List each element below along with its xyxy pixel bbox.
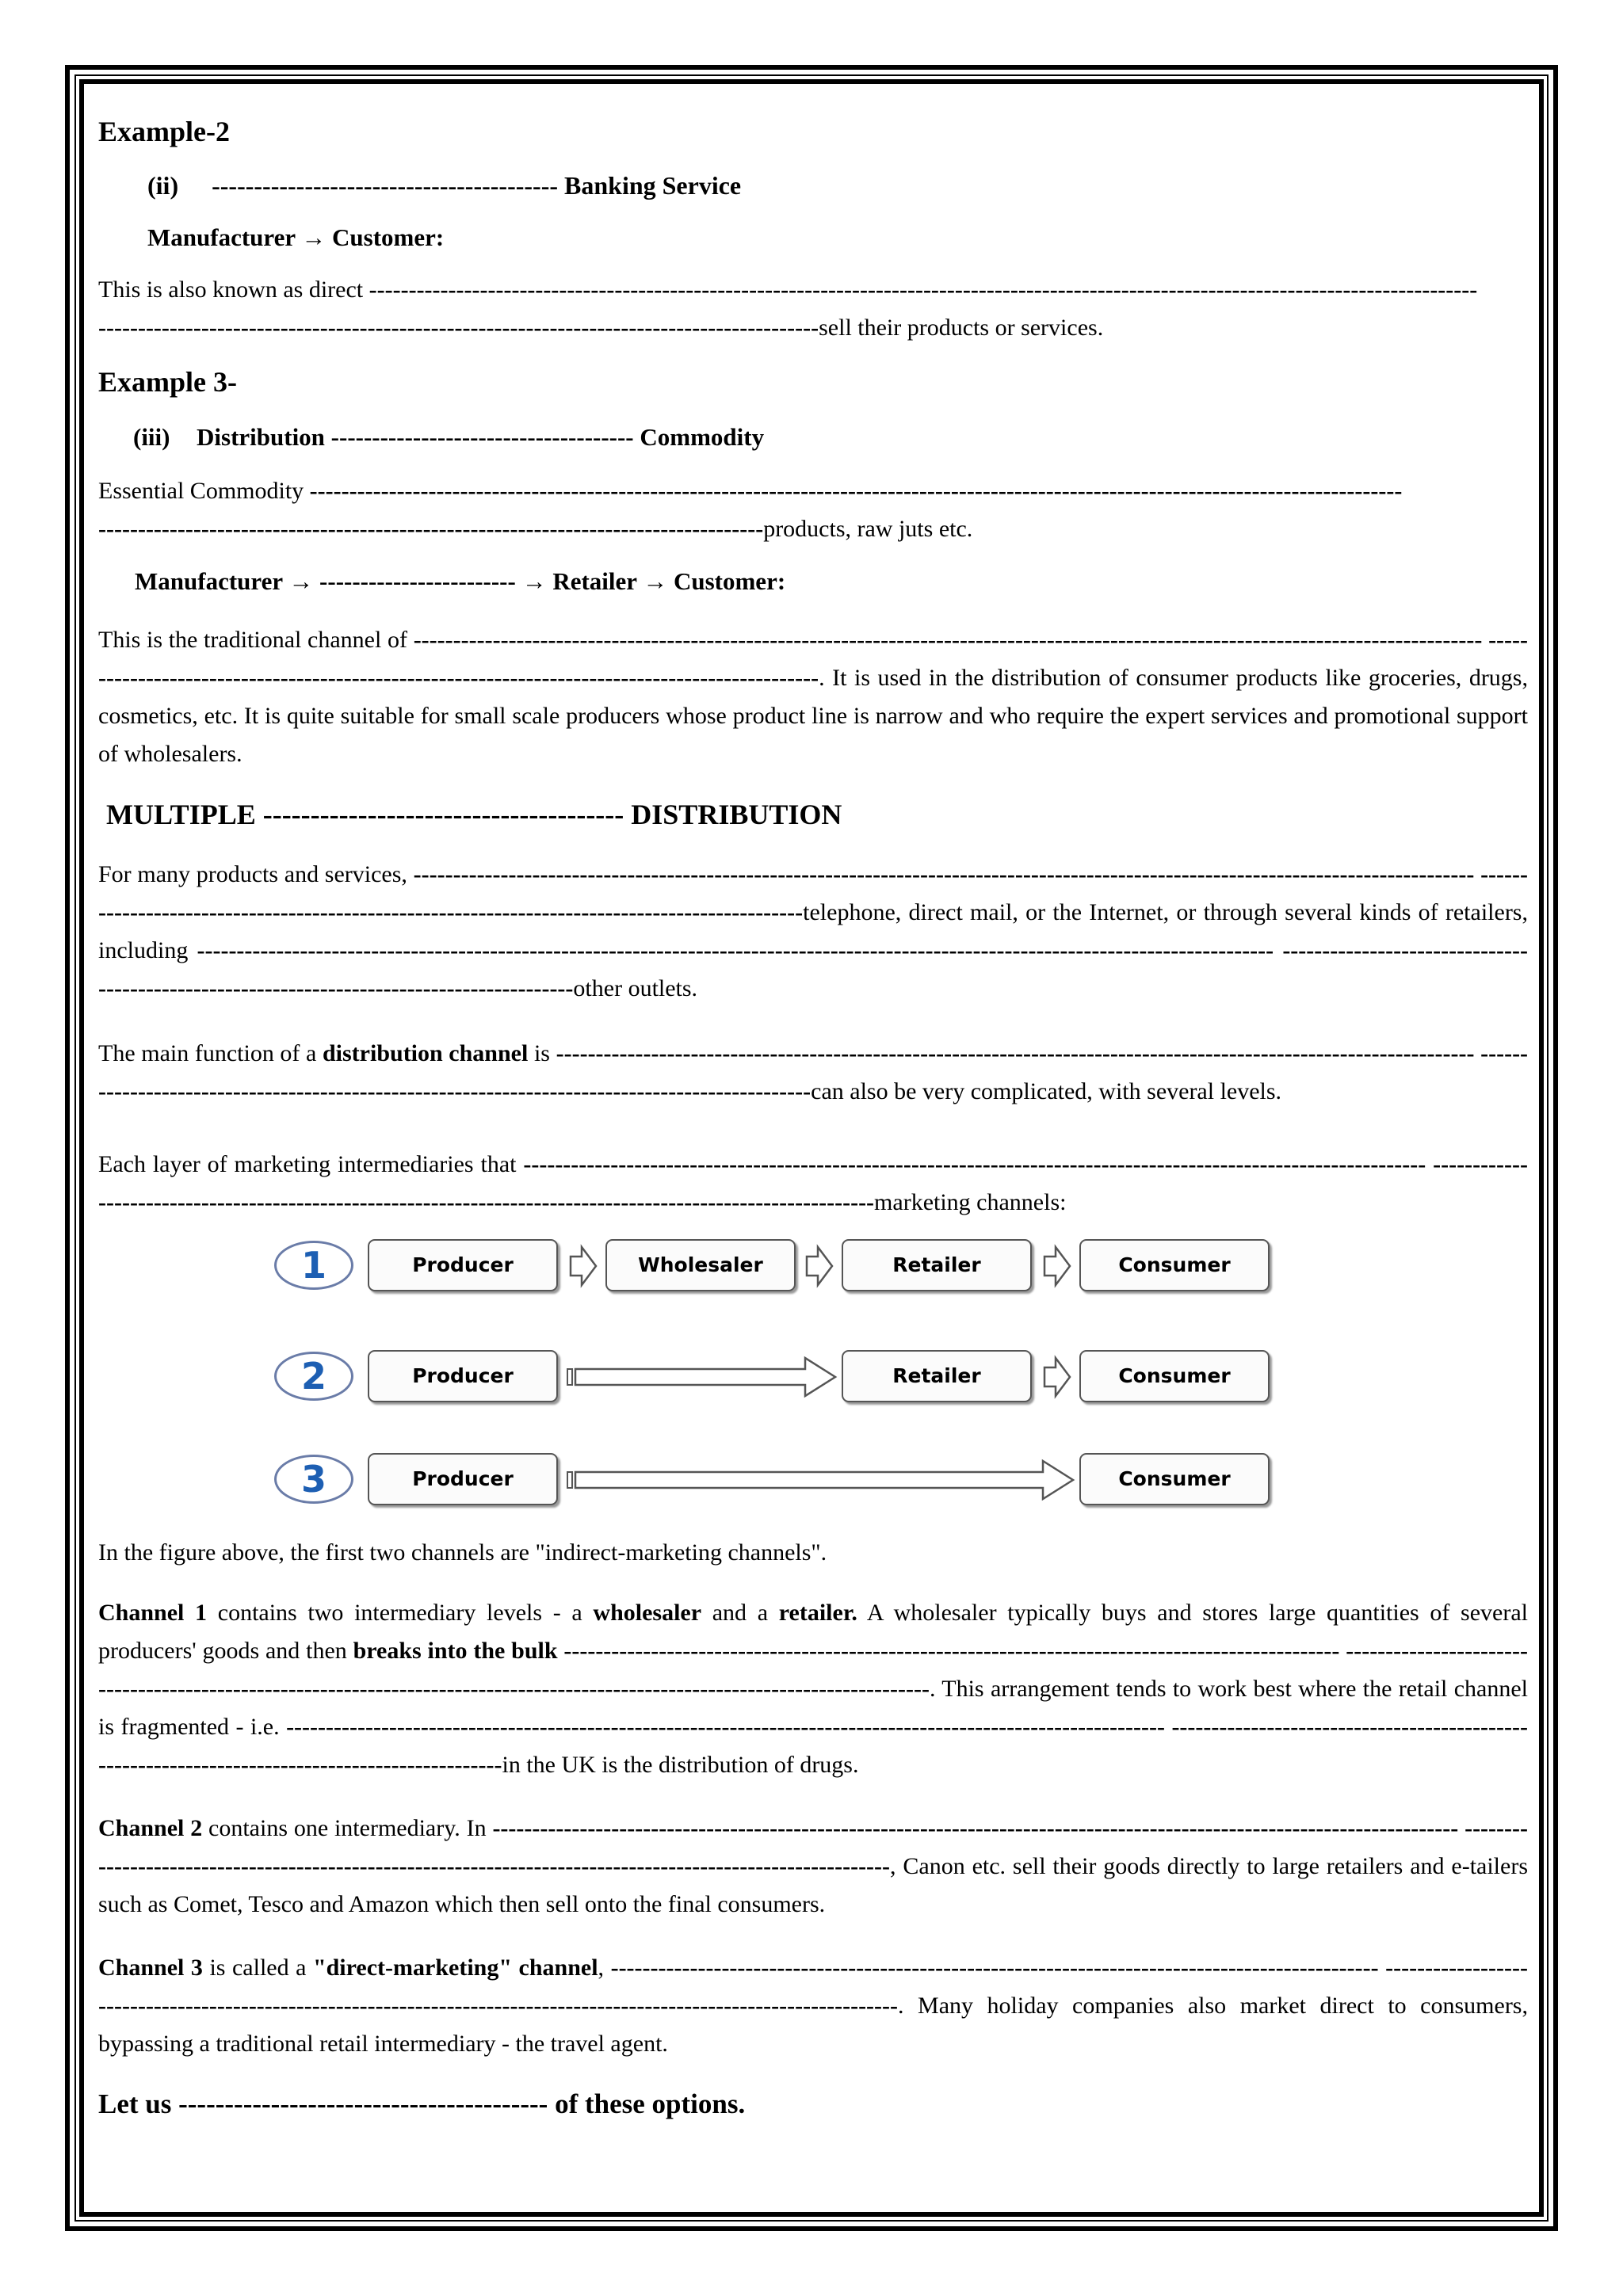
fill-blank: ---------------------------------------------------------------------------------------------------------------------------------------- xyxy=(197,937,1274,963)
heading-blank: -------------------------------------- xyxy=(262,799,624,830)
channel-1-arrow-3 xyxy=(1041,1242,1073,1290)
paragraph-text: The main function of a xyxy=(98,1040,317,1066)
channel-2-producer: Producer xyxy=(368,1350,558,1402)
fill-blank: -------------------------------------------------------------------------------------------------------------------------------- xyxy=(98,1638,1528,1702)
paragraph-text: telephone, direct mail, or the Internet, or through several kinds of retailers, including xyxy=(98,899,1528,963)
multiple-distribution-heading xyxy=(98,797,1528,832)
channels-intro: In the figure above, the first two channels are "indirect-marketing channels". xyxy=(98,1539,827,1566)
paragraph-bold: distribution channel xyxy=(322,1040,529,1066)
heading-text: MULTIPLE xyxy=(106,799,256,830)
fill-blank: -------------------------------------------------------------------------------------------------------------------------------------- xyxy=(413,861,1475,887)
channel-label: Channel 3 xyxy=(98,1955,203,1981)
fill-blank: ------------------------------------------------------------------------------------ xyxy=(98,516,764,542)
channel-text: → Retailer → Customer: xyxy=(521,567,786,595)
fill-blank: -------------------------------------------------------------------------------------------------------------- xyxy=(98,1151,1529,1215)
fill-blank: ----------------------------------------------------------------------------------------------- xyxy=(98,861,1529,925)
multiple-paragraph-1 xyxy=(98,856,1528,1008)
channel-2-number: 2 xyxy=(274,1352,353,1401)
paragraph-text: sell their products or services. xyxy=(819,315,1104,341)
subheading-number: (ii) xyxy=(147,171,179,200)
channel-1-arrow-1 xyxy=(567,1242,599,1290)
marketing-channels-diagram xyxy=(98,1228,1528,1529)
paragraph-text: . It is used in the distribution of consumer products like groceries, drugs, cosmetics, etc. It is quite suitable for small scale producers whose product line is narrow and who require the expert services and promotional support of wholesalers. xyxy=(98,665,1528,767)
paragraph-text: marketing channels: xyxy=(874,1189,1067,1215)
subheading-number: (iii) xyxy=(133,423,170,451)
closing-heading xyxy=(98,2087,1528,2122)
heading-blank: ---------------------------------------- xyxy=(178,2088,548,2119)
paragraph-text: . This arrangement tends to work best where the retail channel is fragmented - i.e. xyxy=(98,1676,1528,1740)
multiple-paragraph-3 xyxy=(98,1146,1528,1222)
page-content xyxy=(98,111,1528,2122)
subheading-blank: ----------------------------------------- xyxy=(212,171,558,200)
subheading-blank: ------------------------------------- xyxy=(330,423,634,451)
fill-blank: ------------------------------------------------------------------------------------------- xyxy=(98,315,819,341)
fill-blank: ------------------------------------------------------------------------------------------- xyxy=(98,937,1529,1001)
paragraph-text: in the UK is the distribution of drugs. xyxy=(502,1752,859,1778)
subheading-text: Distribution xyxy=(197,423,325,451)
heading-text: DISTRIBUTION xyxy=(631,799,842,830)
paragraph-text: can also be very complicated, with several levels. xyxy=(811,1078,1282,1104)
channel-1-producer: Producer xyxy=(368,1239,558,1291)
paragraph-text: This is the traditional channel of xyxy=(98,627,407,653)
channel-1-retailer: Retailer xyxy=(842,1239,1032,1291)
fill-blank: ----------------------------------------------------------------------------------------------------------------------- xyxy=(98,1955,1528,2019)
channel-1-arrow-2 xyxy=(804,1242,835,1290)
fill-blank: ------------------------------------------------------------------------------------------------- xyxy=(610,1955,1379,1981)
example-2-subheading xyxy=(98,170,1528,201)
channel-3-paragraph xyxy=(98,1949,1528,2063)
channel-3-producer: Producer xyxy=(368,1453,558,1505)
heading-text: of these options. xyxy=(555,2088,746,2119)
fill-blank: ------------------------------------------------------------------------------------------------------------------ xyxy=(523,1151,1426,1177)
example-2-channel: Manufacturer → Customer: xyxy=(147,223,445,251)
channel-text: Manufacturer → xyxy=(135,567,314,595)
example-3-channel xyxy=(98,566,1528,597)
channel-1-paragraph xyxy=(98,1594,1528,1784)
paragraph-text: Essential Commodity xyxy=(98,478,304,504)
paragraph-text: and a xyxy=(712,1600,769,1626)
paragraph-text: . Many holiday companies also market direct to consumers, bypassing a traditional retail intermediary - the travel agent. xyxy=(98,1993,1528,2057)
fill-blank: ------------------------------------------------------------------------------------------------ xyxy=(98,1040,1529,1104)
paragraph-text: For many products and services, xyxy=(98,861,407,887)
paragraph-bold: breaks into the bulk xyxy=(353,1638,558,1664)
example-3-subheading xyxy=(98,421,1528,453)
fill-blank: --------------------------------------------------------------------------------------------------------------- xyxy=(286,1714,1165,1740)
channel-2-long-arrow xyxy=(566,1353,840,1401)
paragraph-bold: "direct-marketing" channel xyxy=(312,1955,598,1981)
example-2-paragraph xyxy=(98,271,1528,347)
channel-3-consumer: Consumer xyxy=(1079,1453,1270,1505)
paragraph-text: is xyxy=(533,1040,550,1066)
paragraph-bold: wholesaler xyxy=(593,1600,702,1626)
channel-2-arrow xyxy=(1041,1353,1073,1401)
paragraph-text: contains two intermediary levels - a xyxy=(217,1600,582,1626)
paragraph-text: A wholesaler typically buys and stores large quantities of several producers' goods and then xyxy=(98,1600,1528,1664)
channel-2-consumer: Consumer xyxy=(1079,1350,1270,1402)
fill-blank: -------------------------------------------------------------------------------------------------------------------- xyxy=(556,1040,1475,1066)
paragraph-text: is called a xyxy=(209,1955,307,1981)
subheading-text: Banking Service xyxy=(564,171,742,200)
paragraph-bold: retailer. xyxy=(778,1600,857,1626)
channel-blank: ------------------------ xyxy=(319,567,516,595)
channel-1-consumer: Consumer xyxy=(1079,1239,1270,1291)
channel-label: Channel 1 xyxy=(98,1600,208,1626)
fill-blank: ------------------------------------------------------------------------------------------------ xyxy=(98,627,1529,691)
example-3-paragraph-1 xyxy=(98,472,1528,548)
example-3-heading: Example 3- xyxy=(98,366,237,398)
fill-blank: -------------------------------------------------------------------------------------------------------------------------- xyxy=(492,1815,1459,1841)
channel-1-number: 1 xyxy=(274,1241,353,1290)
paragraph-text: Each layer of marketing intermediaries that xyxy=(98,1151,517,1177)
channel-2-paragraph xyxy=(98,1810,1528,1924)
heading-text: Let us xyxy=(98,2088,172,2119)
paragraph-text: products, raw juts etc. xyxy=(763,516,973,542)
fill-blank: ------------------------------------------------------------------------------------------------ xyxy=(98,1714,1528,1778)
fill-blank: -------------------------------------------------------------------------------------------------------------------------------------------- xyxy=(369,277,1478,303)
subheading-text: Commodity xyxy=(640,423,765,451)
paragraph-text: contains one intermediary. In xyxy=(208,1815,487,1841)
channel-1-wholesaler: Wholesaler xyxy=(605,1239,796,1291)
example-2-heading: Example-2 xyxy=(98,116,230,147)
fill-blank: ------------------------------------------------------------------------------------------------------------------------------------------ xyxy=(309,478,1403,504)
channel-label: Channel 2 xyxy=(98,1815,203,1841)
example-3-paragraph-2 xyxy=(98,621,1528,773)
channel-3-number: 3 xyxy=(274,1455,353,1504)
paragraph-text: , Canon etc. sell their goods directly to large retailers and e-tailers such as Comet, Tesco and Amazon which then sell onto the final consumers. xyxy=(98,1853,1528,1917)
paragraph-text: , xyxy=(598,1955,605,1981)
fill-blank: -------------------------------------------------------------------------------------------------- xyxy=(563,1638,1340,1664)
fill-blank: ------------------------------------------------------------------------------------------------------------ xyxy=(98,1815,1528,1879)
fill-blank: --------------------------------------------------------------------------------------------------------------------------------------- xyxy=(413,627,1483,653)
channel-2-retailer: Retailer xyxy=(842,1350,1032,1402)
paragraph-text: other outlets. xyxy=(573,975,698,1001)
channel-3-long-arrow xyxy=(566,1456,1078,1504)
paragraph-text: This is also known as direct xyxy=(98,277,364,303)
multiple-paragraph-2 xyxy=(98,1035,1528,1111)
